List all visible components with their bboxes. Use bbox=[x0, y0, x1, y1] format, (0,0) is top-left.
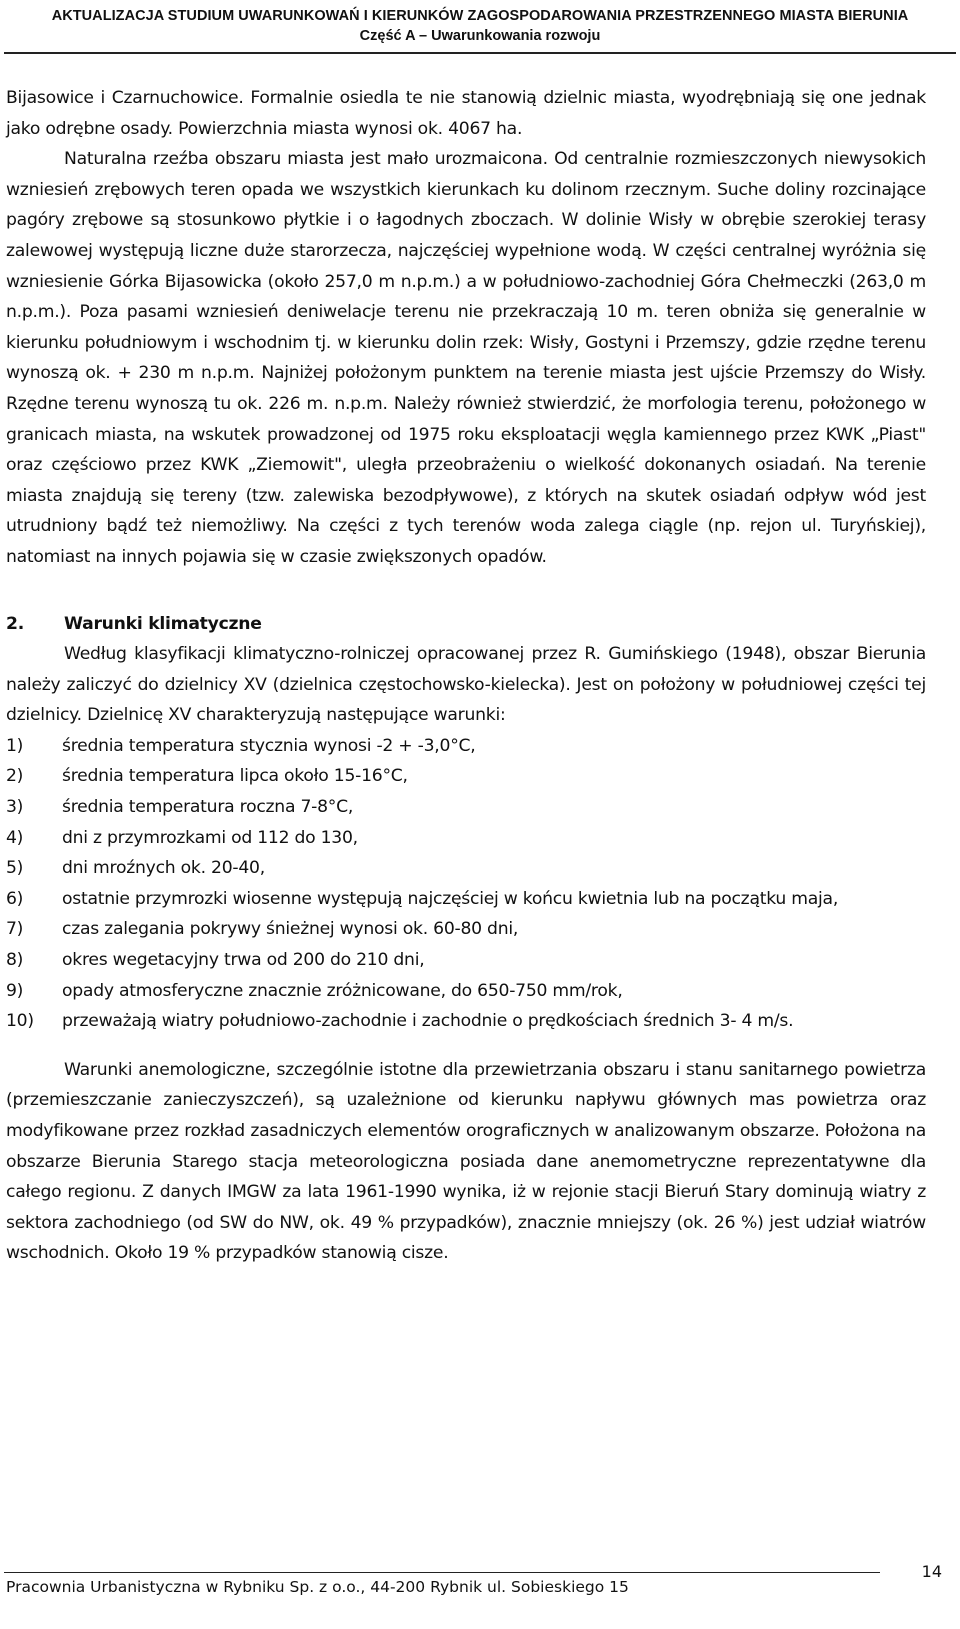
list-item-number: 8) bbox=[6, 950, 24, 971]
section-heading bbox=[6, 609, 926, 640]
list-item bbox=[6, 792, 926, 823]
list-item bbox=[6, 976, 926, 1007]
list-item-text: ostatnie przymrozki wiosenne występują najczęściej w końcu kwietnia lub na początku maja, bbox=[62, 888, 839, 909]
list-item bbox=[6, 914, 926, 945]
climate-conditions-list bbox=[6, 731, 926, 1037]
list-item-number: 1) bbox=[6, 735, 24, 756]
list-item bbox=[6, 731, 926, 762]
list-item-text: okres wegetacyjny trwa od 200 do 210 dni, bbox=[62, 950, 425, 971]
list-item-number: 2) bbox=[6, 766, 24, 787]
list-item-number: 7) bbox=[6, 919, 24, 940]
list-item bbox=[6, 823, 926, 854]
footer-divider bbox=[4, 1572, 880, 1573]
list-item-number: 5) bbox=[6, 858, 24, 879]
section-title: Warunki klimatyczne bbox=[64, 613, 262, 634]
paragraph-anemology: Warunki anemologiczne, szczególnie istotne dla przewietrzania obszaru i stanu sanitarnego powietrza (przemieszczanie zanieczyszczeń), są uzależnione od kierunku napływu głównych mas powietrza oraz modyfikowane przez rozkład zasadniczych elementów orograficznych w analizowanym obszarze. Położona na obszarze Bierunia Starego stacja meteorologiczna posiada dane anemometryczne reprezentatywne dla całego regionu. Z danych IMGW za lata 1961-1990 wynika, iż w rejonie stacji Bieruń Stary dominują wiatry z sektora zachodniego (od SW do NW, ok. 49 % przypadków), znacznie mniejszy (ok. 26 %) jest udział wiatrów wschodnich. Około 19 % przypadków stanowią cisze. bbox=[6, 1059, 926, 1264]
list-item-text: dni z przymrozkami od 112 do 130, bbox=[62, 827, 358, 848]
list-item bbox=[6, 761, 926, 792]
list-item-text: czas zalegania pokrywy śnieżnej wynosi ok. 60-80 dni, bbox=[62, 919, 519, 940]
paragraph-relief: Naturalna rzeźba obszaru miasta jest mało urozmaicona. Od centralnie rozmieszczonych niewysokich wzniesień zrębowych teren opada we wszystkich kierunkach ku dolinom rzecznym. Suche doliny rozcinające pagóry zrębowe są stosunkowo płytkie i o łagodnych zboczach. W dolinie Wisły w obrębie szerokiej terasy zalewowej występują liczne duże starorzecza, najczęściej wypełnione wodą. W części centralnej wyróżnia się wzniesienie Górka Bijasowicka (około 257,0 m n.p.m.) a w południowo-zachodniej Góra Chełmeczki (263,0 m n.p.m.). Poza pasami wzniesień deniwelacje terenu nie przekraczają 10 m. teren obniża się generalnie w kierunku południowym i wschodnim tj. w kierunku dolin rzek: Wisły, Gostyni i Przemszy, gdzie rzędne terenu wynoszą ok. + 230 m n.p.m. Najniżej położonym punktem na terenie miasta jest ujście Przemszy do Wisły. Rzędne terenu wynoszą tu ok. 226 m. n.p.m. Należy również stwierdzić, że morfologia terenu, położonego w granicach miasta, na wskutek prowadzonej od 1975 roku eksploatacji węgla kamiennego przez KWK „Piast" oraz częściowo przez KWK „Ziemowit", uległa przeobrażeniu o wielkość dokonanych osiadań. Na terenie miasta znajdują się tereny (tzw. zalewiska bezodpływowe), z których na skutek osiadań odpływ wód jest utrudniony bądź też niemożliwy. Na części z tych terenów woda zalega ciągle (np. rejon ul. Turyńskiej), natomiast na innych pojawia się w czasie zwiększonych opadów. bbox=[6, 149, 926, 567]
document-body bbox=[6, 83, 926, 1269]
footer-text: Pracownia Urbanistyczna w Rybniku Sp. z o.o., 44-200 Rybnik ul. Sobieskiego 15 bbox=[6, 1578, 629, 1596]
list-item-number: 10) bbox=[6, 1011, 34, 1032]
list-item-text: opady atmosferyczne znacznie zróżnicowane, do 650-750 mm/rok, bbox=[62, 980, 623, 1001]
page-number: 14 bbox=[921, 1562, 942, 1581]
header-divider bbox=[4, 52, 956, 54]
list-item-text: średnia temperatura lipca około 15-16°C, bbox=[62, 766, 408, 787]
list-item bbox=[6, 853, 926, 884]
list-item-text: przeważają wiatry południowo-zachodnie i zachodnie o prędkościach średnich 3- 4 m/s. bbox=[62, 1011, 794, 1032]
list-item-text: średnia temperatura stycznia wynosi -2 + -3,0°C, bbox=[62, 735, 476, 756]
list-item-number: 9) bbox=[6, 980, 24, 1001]
list-item-text: średnia temperatura roczna 7-8°C, bbox=[62, 797, 354, 818]
list-item bbox=[6, 884, 926, 915]
list-item-text: dni mroźnych ok. 20-40, bbox=[62, 858, 265, 879]
paragraph-intro: Bijasowice i Czarnuchowice. Formalnie osiedla te nie stanowią dzielnic miasta, wyodrębniają się one jednak jako odrębne osady. Powierzchnia miasta wynosi ok. 4067 ha. bbox=[6, 88, 926, 139]
page-header bbox=[0, 6, 960, 46]
header-title: AKTUALIZACJA STUDIUM UWARUNKOWAŃ I KIERUNKÓW ZAGOSPODAROWANIA PRZESTRZENNEGO MIASTA BIERUNIA bbox=[51, 8, 909, 24]
list-item-number: 6) bbox=[6, 888, 24, 909]
header-subtitle: Część A – Uwarunkowania rozwoju bbox=[359, 28, 601, 44]
list-item-number: 4) bbox=[6, 827, 24, 848]
list-item bbox=[6, 945, 926, 976]
section-number: 2. bbox=[6, 613, 24, 634]
list-item bbox=[6, 1006, 926, 1037]
list-item-number: 3) bbox=[6, 797, 24, 818]
paragraph-climate-intro: Według klasyfikacji klimatyczno-rolniczej opracowanej przez R. Gumińskiego (1948), obszar Bierunia należy zaliczyć do dzielnicy XV (dzielnica częstochowsko-kielecka). Jest on położony w południowej części tej dzielnicy. Dzielnicę XV charakteryzują następujące warunki: bbox=[6, 644, 926, 726]
spacer bbox=[6, 1037, 926, 1055]
